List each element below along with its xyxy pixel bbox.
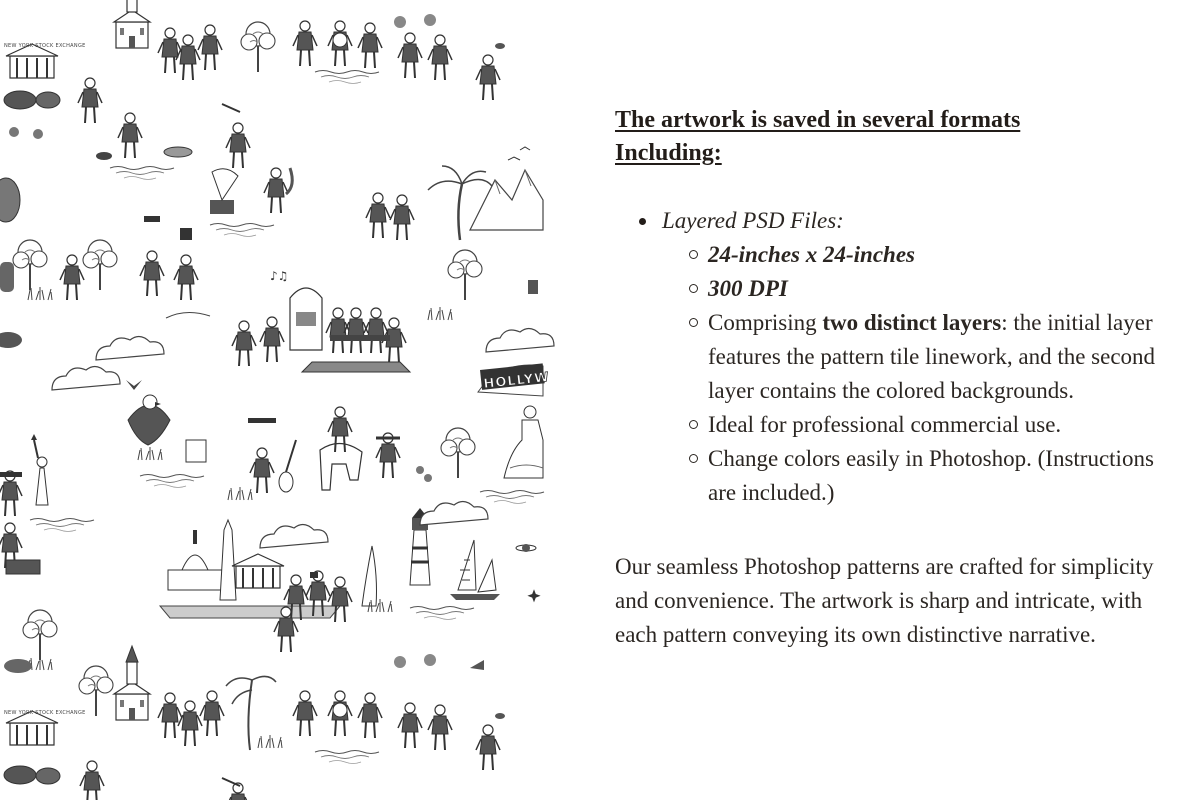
format-title: Layered PSD Files:: [662, 208, 844, 233]
cowboy-guitar-icon: [248, 418, 296, 493]
hippie-couple-icon: [366, 193, 414, 240]
tourists-icon: [274, 571, 352, 652]
toile-pattern-panel: [0, 0, 551, 800]
svg-text:HOLLYW: HOLLYW: [482, 370, 551, 392]
tree-icon: [241, 22, 275, 72]
stock-exchange-icon: [4, 43, 86, 78]
psd-details-list: [662, 238, 1175, 510]
bigfoot-icon: [60, 255, 84, 300]
stock-exchange-icon: [4, 710, 86, 745]
saxophone-player-icon: [264, 168, 292, 213]
cloud-icon: [260, 524, 328, 548]
tree-icon: [448, 250, 482, 300]
statue-of-liberty-icon: [31, 434, 48, 505]
founding-father-icon: [140, 216, 164, 296]
uncle-sam-icon: [174, 228, 198, 300]
dancing-couple-icon: [232, 317, 284, 366]
svg-text:NEW YORK STOCK EXCHANGE: NEW YORK STOCK EXCHANGE: [4, 43, 86, 49]
format-item-psd: [662, 204, 1175, 510]
layers-prefix: Comprising: [708, 310, 823, 335]
cheerleader-icon: [394, 14, 452, 80]
spec-commercial: Ideal for professional commercial use.: [708, 408, 1175, 442]
family-icon: [158, 25, 222, 80]
layers-description: : the initial layer features the pattern tile linework, and the second layer contains the colored backgrounds.: [708, 310, 1156, 403]
formats-list: [615, 204, 1175, 510]
church-icon: [114, 0, 150, 48]
cloud-icon: [52, 336, 164, 390]
tree-icon: [83, 240, 117, 290]
tree-icon: [23, 610, 57, 660]
washington-monument-icon: [220, 520, 236, 600]
product-description: [615, 104, 1175, 652]
tree-icon: [79, 666, 113, 716]
eagle-icon: [128, 395, 170, 445]
bull-bear-icon: [4, 91, 60, 109]
spec-colors: Change colors easily in Photoshop. (Instructions are included.): [708, 442, 1175, 510]
horse-rider-icon: [320, 407, 362, 490]
southern-belle-icon: [504, 406, 543, 478]
cowgirl-icon: [376, 433, 400, 478]
dog-walker-icon: [78, 78, 142, 160]
heading-line-1: The artwork is saved in several formats: [615, 107, 1021, 133]
lincoln-memorial-icon: [232, 554, 284, 588]
layers-emphasis: two distinct layers: [822, 310, 1002, 335]
gramophone-icon: [210, 169, 238, 214]
spec-size: 24-inches x 24-inches: [708, 238, 1175, 272]
football-player-icon: [476, 43, 505, 100]
pioneer-icon: [0, 471, 22, 568]
trumpet-player-icon: [222, 778, 250, 800]
marching-band-icon: [293, 691, 382, 738]
heading-line-2: Including:: [615, 140, 722, 166]
tree-icon: [441, 428, 475, 478]
svg-text:♪♫: ♪♫: [270, 269, 289, 283]
marching-band-icon: [293, 21, 382, 68]
bull-bear-icon: [4, 766, 60, 784]
dog-walker-icon: [80, 761, 104, 800]
spec-dpi: 300 DPI: [708, 272, 1175, 306]
trumpet-player-icon: [222, 104, 250, 168]
cloud-icon: [420, 501, 488, 525]
cheerleader-icon: [394, 654, 452, 750]
svg-text:NEW YORK STOCK EXCHANGE: NEW YORK STOCK EXCHANGE: [4, 710, 86, 716]
family-icon: [158, 691, 224, 746]
americana-toile-illustration: [0, 0, 551, 800]
spec-layers: [708, 306, 1175, 408]
tree-icon: [13, 240, 47, 290]
description-paragraph: Our seamless Photoshop patterns are crafted for simplicity and convenience. The artwork is sharp and intricate, with each pattern conveying its own distinctive narrative.: [615, 554, 1154, 647]
hollywood-sign-icon: [478, 363, 550, 396]
formats-heading: [615, 104, 1175, 170]
football-player-icon: [476, 713, 505, 770]
capitol-icon: [168, 530, 222, 590]
church-icon: [114, 646, 150, 720]
sailboat-icon: [450, 540, 500, 600]
cloud-icon: [486, 328, 554, 352]
